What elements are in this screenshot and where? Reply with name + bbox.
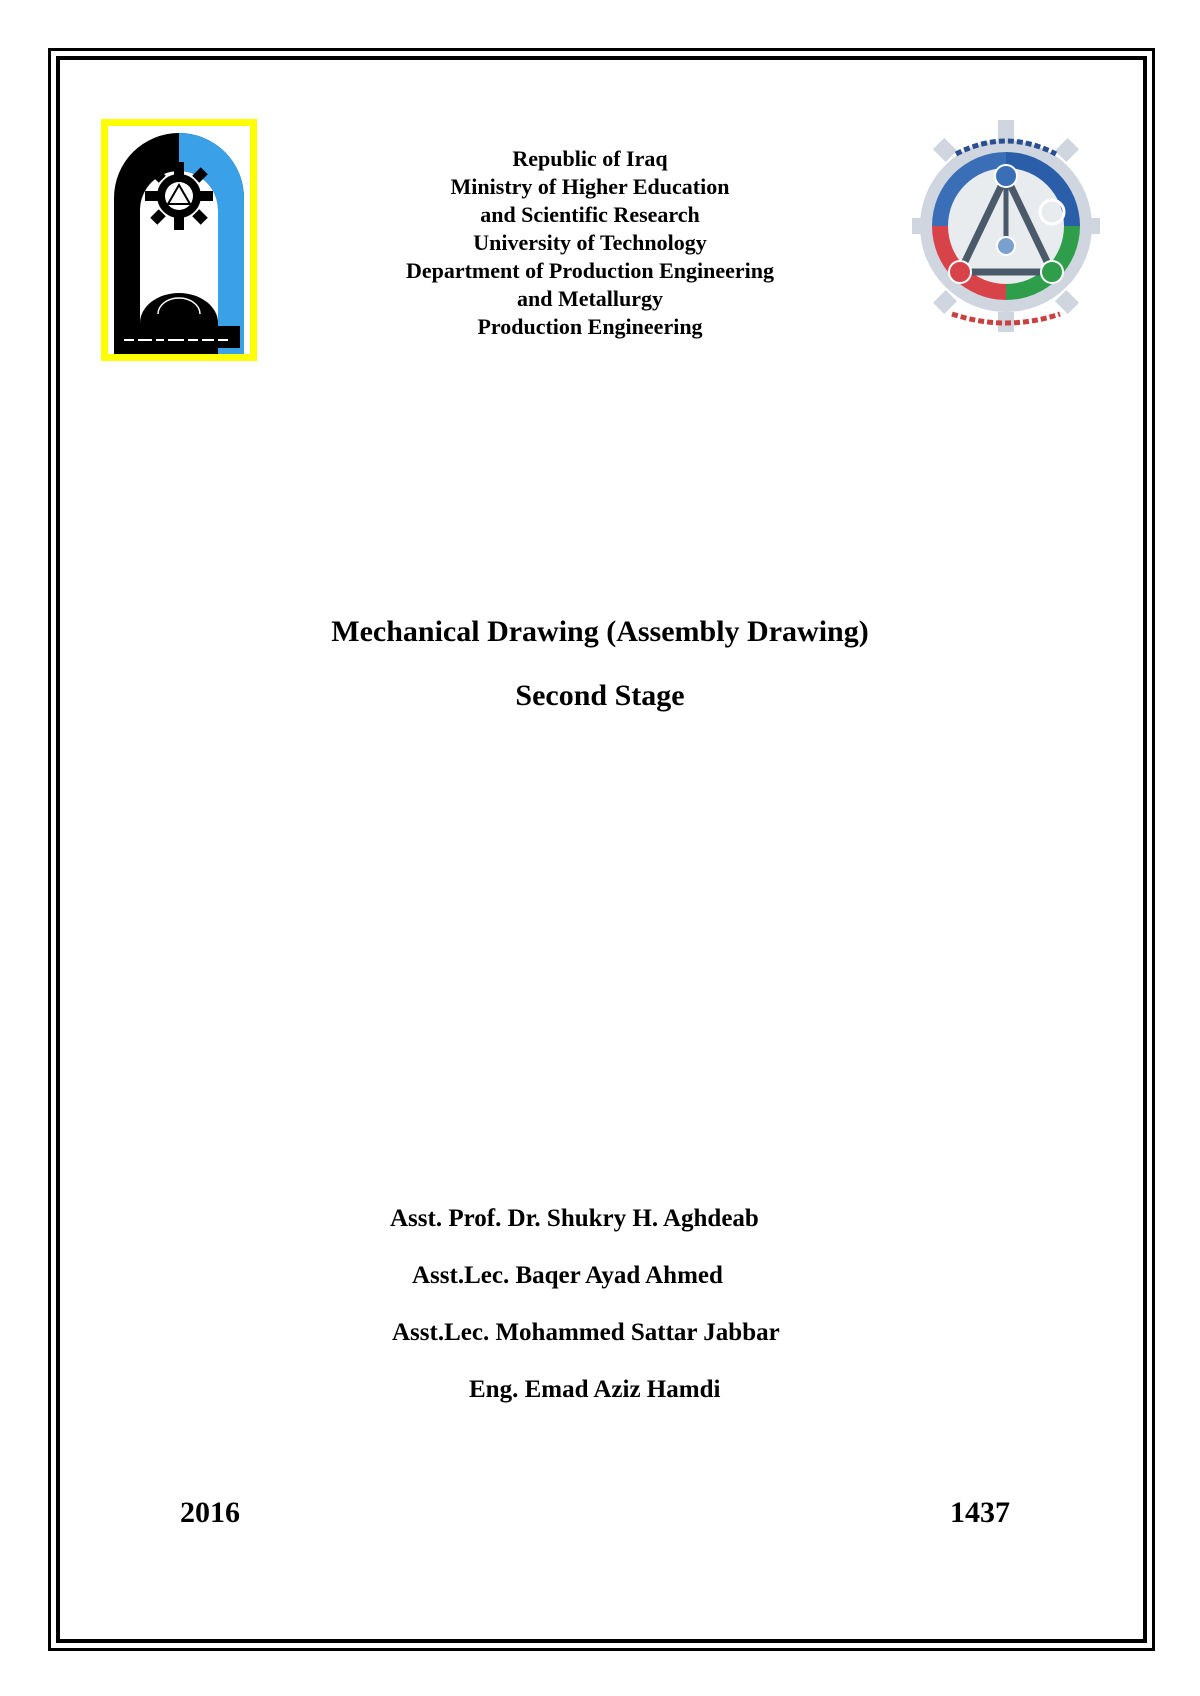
document-subtitle: Second Stage [515,679,685,712]
university-logo-icon [100,118,258,362]
author-name: Asst.Lec. Mohammed Sattar Jabbar [392,1319,780,1346]
header-line: Republic of Iraq [512,146,668,171]
author-name: Asst. Prof. Dr. Shukry H. Aghdeab [390,1205,759,1232]
header-line: Department of Production Engineering [405,258,775,283]
author-name: Asst.Lec. Baqer Ayad Ahmed [412,1262,723,1289]
header-line: and Metallurgy [516,286,664,311]
header-line: University of Technology [473,230,707,255]
author-name: Eng. Emad Aziz Hamdi [469,1376,721,1403]
document-title: Mechanical Drawing (Assembly Drawing) [331,615,869,648]
department-logo-icon [912,114,1100,338]
header-line: and Scientific Research [480,202,700,227]
year-hijri: 1437 [950,1496,1010,1529]
header-line: Ministry of Higher Education [450,174,730,199]
header-line: Production Engineering [477,314,703,339]
institution-header [300,145,880,341]
year-gregorian: 2016 [180,1496,240,1529]
